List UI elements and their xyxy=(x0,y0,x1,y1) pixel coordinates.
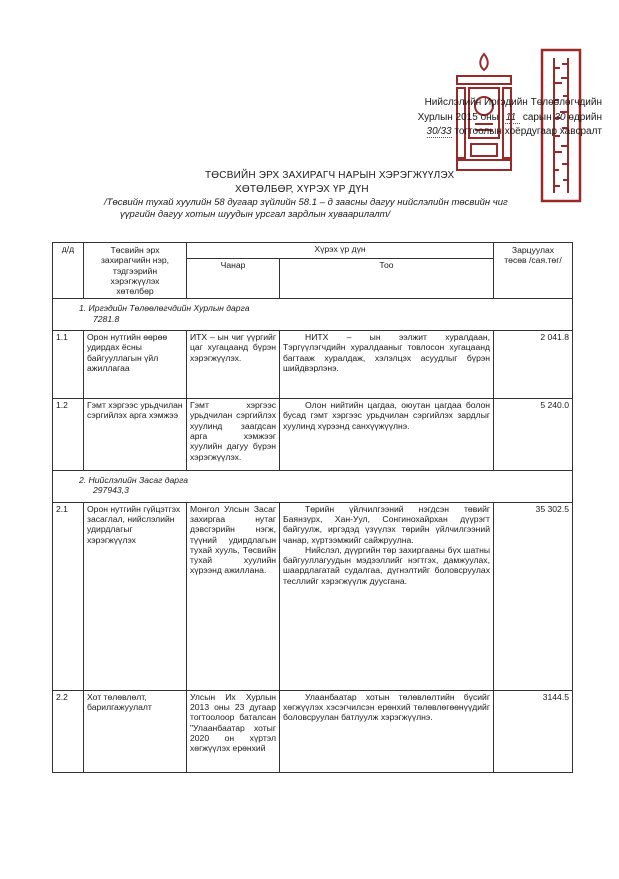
row-cost: 2 041.8 xyxy=(494,331,573,399)
row-program: Орон нутгийн гүйцэтгэх засаглал, нийслэлийн удирдлагыг хэрэгжүүлэх xyxy=(84,502,187,690)
row-quantity-paragraph-2: Нийслэл, дүүргийн төр захиргааны бүх шатны байгууллагуудын мэдээллийг нэгтгэх, дамжуулах, шаардлагатай судалгаа, дүгнэлтийг боловсруулах тесллийг хэрэгжүүлж дуусгана. xyxy=(283,544,490,586)
row-num: 1.1 xyxy=(53,331,84,399)
row-program: Орон нутгийн өөрөө удирдах ёсны байгууллагын үйл ажиллагаа xyxy=(84,331,187,399)
document-subtitle-line-2: үүргийн дагуу хотын шуудын урсгал зардлын хуваарилалт/ xyxy=(120,209,391,220)
header-attachment-text: тогтоолын хоёрдугаар хавсралт xyxy=(454,126,602,137)
table-row xyxy=(53,399,573,471)
section-1-title: 1. Иргэдийн Төлөөлөгчдийн Хурлын дарга xyxy=(79,303,250,314)
row-cost: 5 240.0 xyxy=(494,399,573,471)
header-line-3 xyxy=(300,126,602,138)
row-program: Хот төлөвлөлт, барилгажуулалт xyxy=(84,690,187,772)
header-day-label: өдрийн xyxy=(568,112,602,123)
document-title-line-1: ТӨСВИЙН ЭРХ ЗАХИРАГЧ НАРЫН ХЭРЭГЖҮҮЛЭХ xyxy=(205,170,455,181)
row-quantity: Олон нийтийн цагдаа, оюутан цагдаа болон бусад гэмт хэргээс урьдчилан сэргийлэх зардлыг хуулинд хүрээнд санхүүжүүлнэ. xyxy=(280,399,494,471)
col-header-result: Хүрэх үр дүн xyxy=(187,243,494,259)
row-cost: 35 302.5 xyxy=(494,502,573,690)
header-month-label: сарын xyxy=(522,112,552,123)
col-header-program: Төсвийн эрх захирагчийн нэр, тэдгээрийн хэрэгжүүлэх хөтөлбөр xyxy=(84,243,187,299)
col-header-quantity: Тоо xyxy=(280,259,494,299)
header-line-2 xyxy=(300,112,602,124)
section-2-title: 2. Нийслэлийн Засаг дарга xyxy=(79,475,189,486)
table-header-row xyxy=(53,243,573,259)
row-num: 2.2 xyxy=(53,690,84,772)
section-row-1 xyxy=(53,299,573,331)
row-num: 2.1 xyxy=(53,502,84,690)
header-year-text: Хурлын 2015 оны xyxy=(417,112,499,123)
row-quantity: НИТХ – ын ээлжит хуралдаан, Тэргүүлэгчдийн хуралдааныг товлосон хугацаанд багтааж хуралдаж, хэлэлцэх асуудлыг бүрэн шийдвэрлэнэ. xyxy=(280,331,494,399)
col-header-quality: Чанар xyxy=(187,259,280,299)
row-quality: Гэмт хэргээс урьдчилан сэргийлэх хуулинд заагдсан арга хэмжээг хуулийн дагуу бүрэн хэрэгжүүлэх. xyxy=(187,399,280,471)
section-1-amount: 7281.8 xyxy=(93,313,120,324)
row-quantity xyxy=(280,502,494,690)
row-quantity: Улаанбаатар хотын төлөвлөлтийн бүсийг хөгжүүлэх хэсэгчилсэн ерөнхий төлөвлөгөөнүүдийг боловсруулан батлуулж хэрэгжүүлнэ. xyxy=(280,690,494,772)
header-line-1: Нийслэлийн Иргэдийн Төлөөлөгчдийн xyxy=(424,97,602,108)
section-row-2 xyxy=(53,471,573,503)
row-num: 1.2 xyxy=(53,399,84,471)
row-quantity-paragraph-1: Төрийн үйлчилгээний нэгдсэн төвийг Баянзүрх, Хан-Уул, Сонгинохайрхан дүүрэгт байгуулж, иргэдэд үзүүлэх төрийн үйлчилгээний чанар, хүртээмжийг сайжруулна. xyxy=(283,503,490,545)
col-header-cost: Зарцуулах төсөв /сая.төг/ xyxy=(494,243,573,299)
table-row xyxy=(53,331,573,399)
budget-program-table xyxy=(52,242,573,773)
table-row xyxy=(53,690,573,772)
section-2-amount: 297943,3 xyxy=(93,485,129,496)
row-quality: ИТХ – ын чиг үүргийг цаг хугацаанд бүрэн хэрэгжүүлэх. xyxy=(187,331,280,399)
header-month: 11 xyxy=(502,112,520,124)
header-day: 30 xyxy=(554,112,566,123)
table-row xyxy=(53,502,573,690)
row-quality: Монгол Улсын Засаг захиргаа нутаг дэвсгэрийн нэгж, түүний удирдлагын тухай хууль, Төсвийн тухай хуулийн хүрээнд ажиллана. xyxy=(187,502,280,690)
resolution-number: 30/33 xyxy=(426,126,452,137)
document-title-line-2: ХӨТӨЛБӨР, ХҮРЭХ ҮР ДҮН xyxy=(235,184,369,195)
section-2-title-cell xyxy=(53,471,573,503)
col-header-num: д/д xyxy=(53,243,84,299)
section-1-title-cell xyxy=(53,299,573,331)
row-program: Гэмт хэргээс урьдчилан сэргийлэх арга хэмжээ xyxy=(84,399,187,471)
row-cost: 3144.5 xyxy=(494,690,573,772)
row-quality: Улсын Их Хурлын 2013 оны 23 дугаар тогтоолоор баталсан "Улаанбаатар хотыг 2020 он хүртэл хөгжүүлэх ерөнхий xyxy=(187,690,280,772)
document-subtitle-line-1: /Төсвийн тухай хуулийн 58 дугаар зүйлийн 58.1 – д заасны дагуу нийслэлийн төсвийн чиг xyxy=(104,197,508,208)
